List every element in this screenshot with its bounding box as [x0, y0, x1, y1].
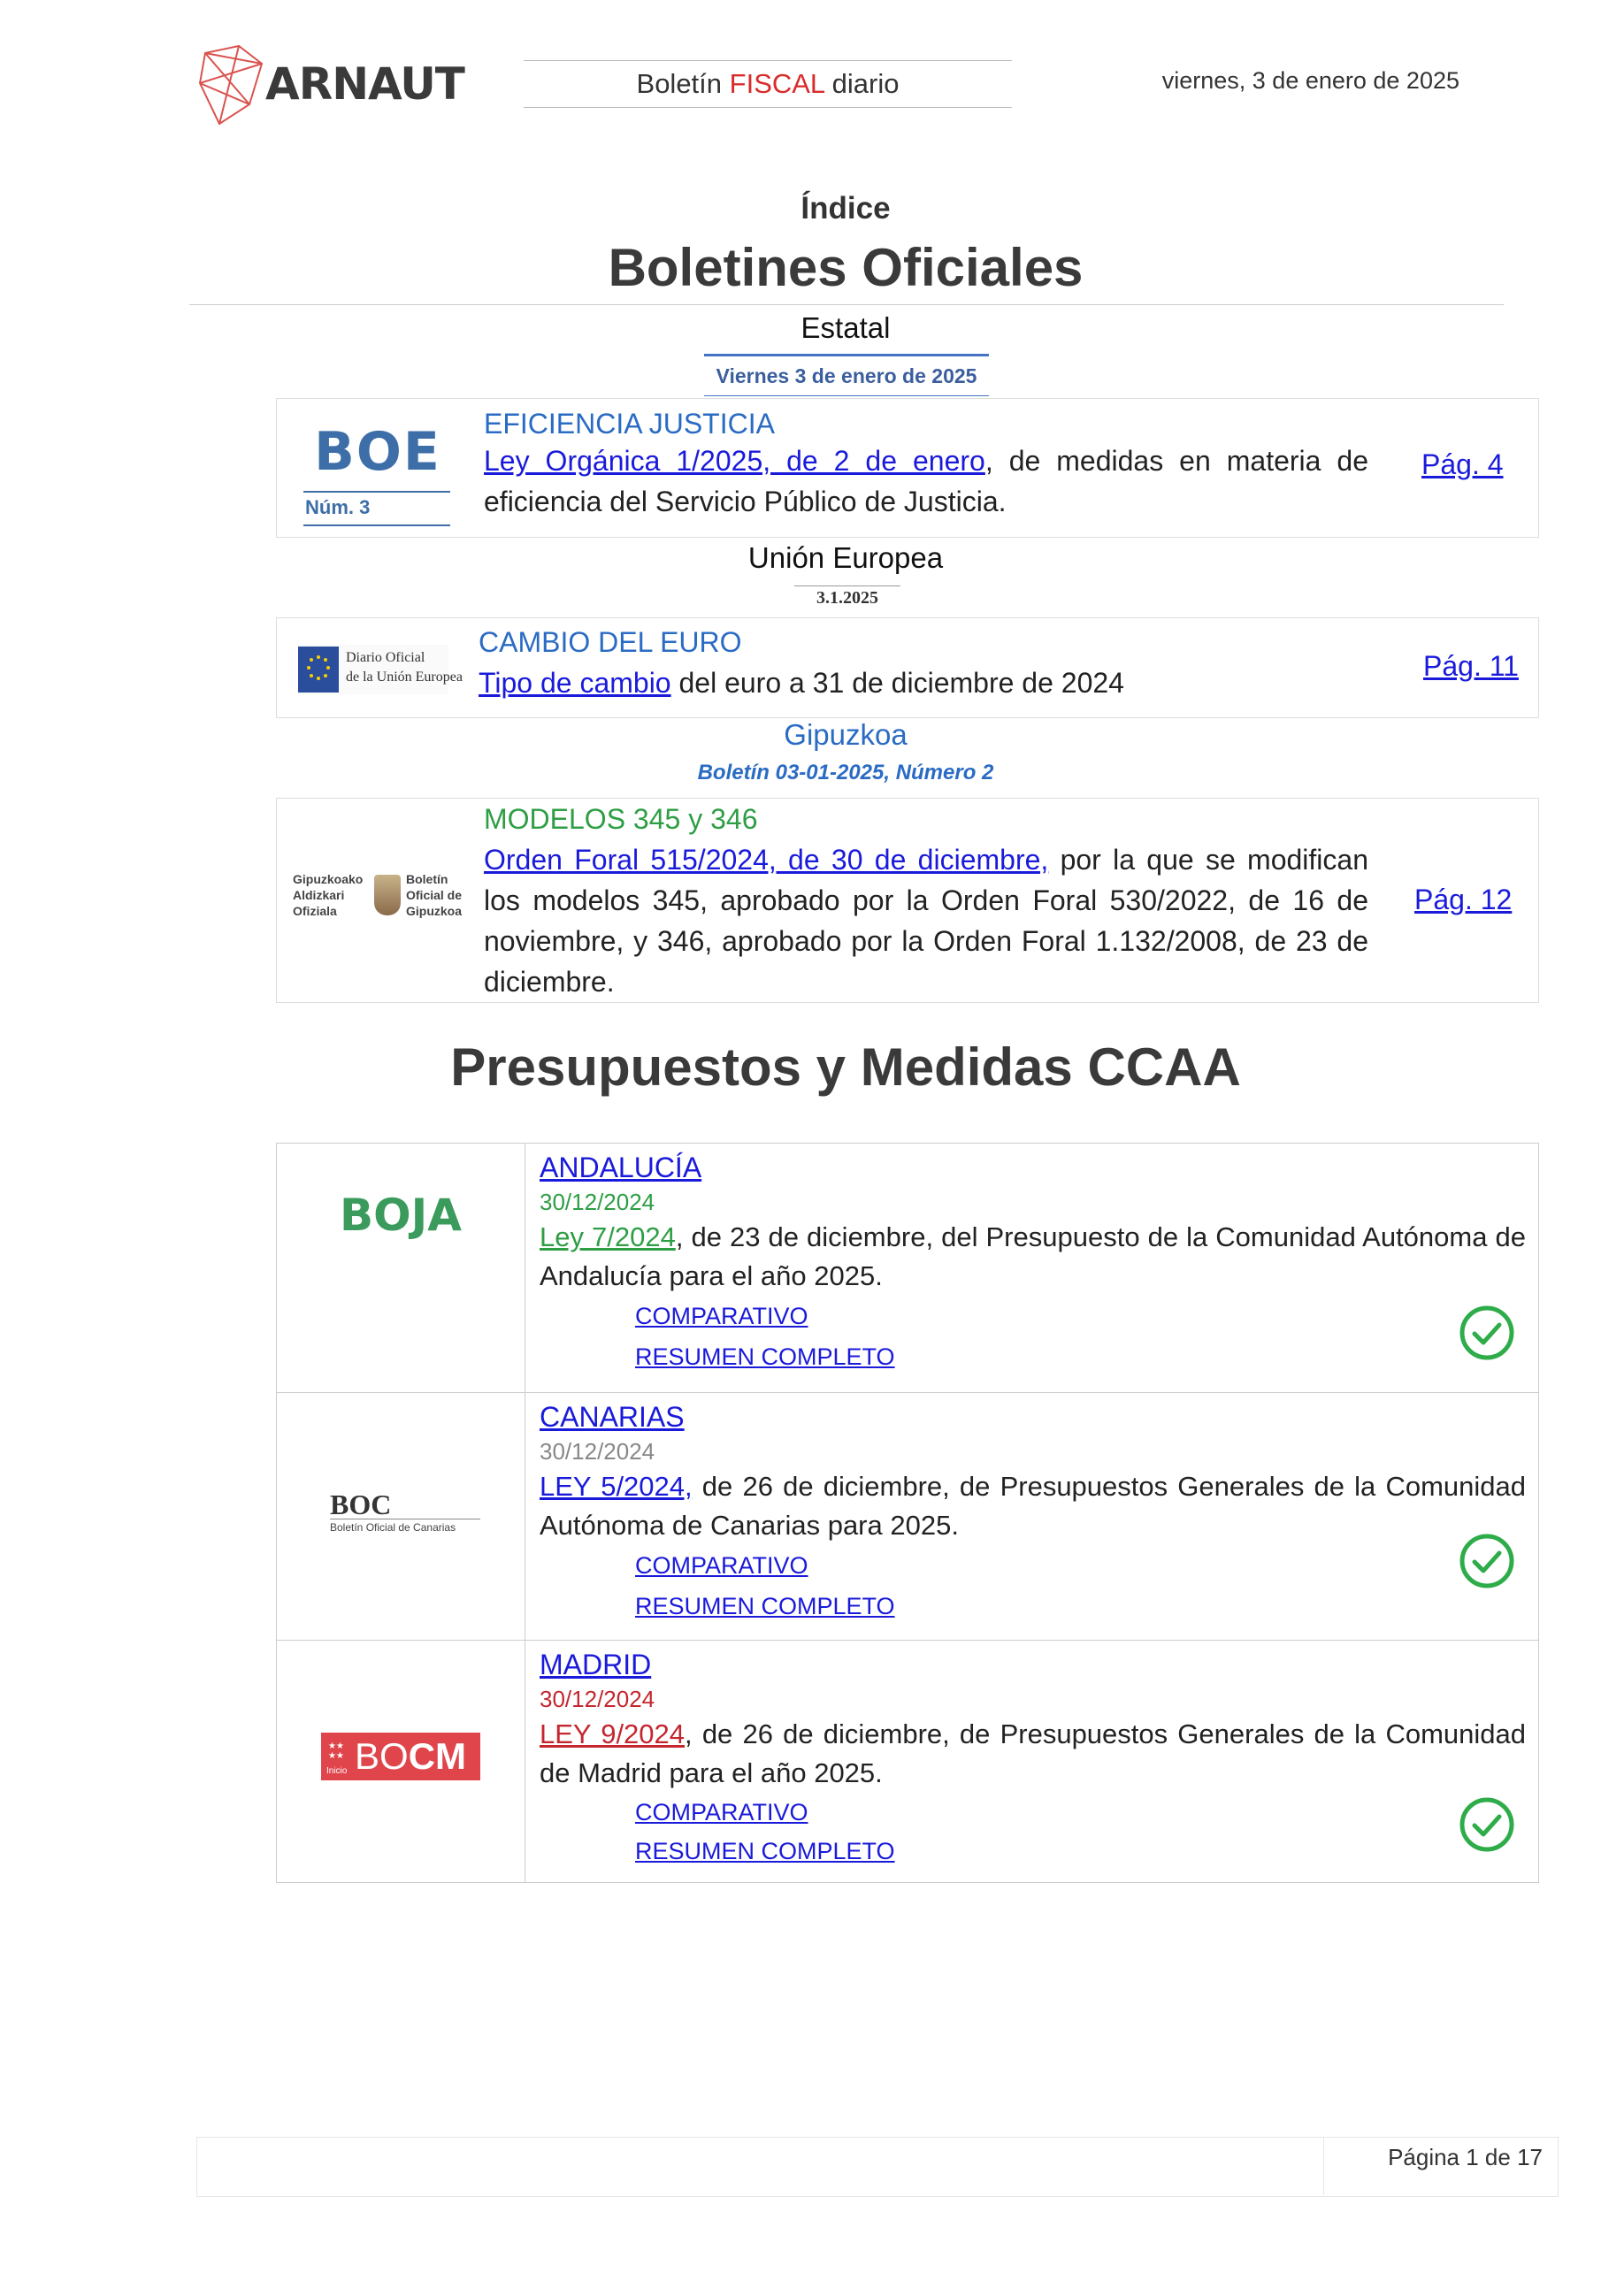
ue-entry-body	[479, 662, 1363, 703]
madrid-law-link[interactable]: LEY 9/2024	[540, 1718, 686, 1749]
canarias-law-link[interactable]: LEY 5/2024,	[540, 1471, 693, 1502]
region-canarias-link[interactable]: CANARIAS	[540, 1401, 685, 1433]
boe-entry	[276, 398, 1539, 538]
madrid-comparativo-link[interactable]: COMPARATIVO	[635, 1799, 808, 1825]
bulletin-title-prefix: Boletín	[636, 68, 730, 99]
ue-entry-title: CAMBIO DEL EURO	[479, 626, 742, 658]
doue-logo	[298, 645, 463, 694]
bog-left-2: Aldizkari	[293, 888, 345, 902]
ue-page-link[interactable]: Pág. 11	[1423, 650, 1519, 682]
boe-entry-text: , de medidas en materia de eficiencia del Servicio Público de Justicia.	[484, 445, 1369, 517]
bocm-inicio: Inicio	[326, 1766, 348, 1776]
boe-page-link[interactable]: Pág. 4	[1421, 448, 1504, 480]
region-andalucia-link[interactable]: ANDALUCÍA	[540, 1152, 702, 1183]
table-row-andalucia	[277, 1144, 1539, 1393]
canarias-comparativo-link[interactable]: COMPARATIVO	[635, 1552, 808, 1579]
bog-right-3: Gipuzkoa	[406, 904, 463, 918]
andalucia-date: 30/12/2024	[540, 1189, 655, 1215]
gipuzkoa-entry-title: MODELOS 345 y 346	[484, 803, 758, 835]
table-row-canarias	[277, 1393, 1539, 1641]
boja-logo-cell	[277, 1144, 525, 1393]
boja-logo: BOJA	[340, 1190, 462, 1241]
boe-entry-body	[484, 440, 1368, 522]
gipuzkoa-heading: Gipuzkoa	[784, 718, 908, 751]
canarias-resumen-link[interactable]: RESUMEN COMPLETO	[635, 1593, 895, 1619]
section-title-boletines: Boletines Oficiales	[608, 238, 1084, 297]
page-number: Página 1 de 17	[1388, 2144, 1543, 2170]
madrid-text: , de 26 de diciembre, de Presupuestos Generales de la Comunidad de Madrid para el año 2025.	[540, 1718, 1526, 1788]
andalucia-law-link[interactable]: Ley 7/2024	[540, 1221, 676, 1252]
section-title-presupuestos: Presupuestos y Medidas CCAA	[450, 1037, 1241, 1097]
gipuzkoa-entry-body	[484, 839, 1368, 1002]
bulletin-title-suffix: diario	[824, 68, 900, 99]
boe-date: Viernes 3 de enero de 2025	[704, 354, 989, 396]
gipuzkoa-entry	[276, 798, 1539, 1003]
bog-left-1: Gipuzkoako	[293, 872, 364, 886]
ue-date: 3.1.2025	[794, 585, 900, 608]
gipuzkoa-entry-text: por la que se modifican los modelos 345, aprobado por la Orden Foral 530/2022, de 16 de noviembre, y 346, aprobado por la Orden Foral 1.132/2008, de 23 de diciembre.	[484, 844, 1369, 998]
arnaut-logo-icon	[196, 42, 267, 127]
bog-right-2: Oficial de	[406, 888, 463, 902]
andalucia-comparativo-link[interactable]: COMPARATIVO	[635, 1303, 808, 1329]
ue-entry-text: del euro a 31 de diciembre de 2024	[670, 667, 1124, 699]
brand-name: ARNAUT	[265, 58, 464, 110]
canarias-date: 30/12/2024	[540, 1438, 655, 1465]
ue-heading: Unión Europea	[747, 541, 944, 574]
andalucia-resumen-link[interactable]: RESUMEN COMPLETO	[635, 1343, 895, 1370]
canarias-text: de 26 de diciembre, de Presupuestos Generales de la Comunidad Autónoma de Canarias para 2025.	[540, 1471, 1526, 1541]
boc-logo-cell	[277, 1393, 525, 1641]
andalucia-body	[540, 1218, 1526, 1296]
bog-right-1: Boletín	[406, 872, 448, 886]
check-circle-icon	[1459, 1533, 1515, 1589]
check-circle-icon	[1459, 1796, 1515, 1853]
boe-logo-text: BOE	[314, 421, 441, 483]
boc-logo-sub: Boletín Oficial de Canarias	[330, 1519, 480, 1534]
ue-entry	[276, 617, 1539, 718]
bocm-bo: BO	[355, 1735, 409, 1777]
ue-link[interactable]: Tipo de cambio	[479, 667, 671, 699]
bulletin-title	[524, 60, 1012, 108]
region-madrid-link[interactable]: MADRID	[540, 1649, 652, 1680]
bocm-logo	[321, 1733, 480, 1780]
bocm-logo-cell	[277, 1641, 525, 1883]
header-date: viernes, 3 de enero de 2025	[1161, 67, 1459, 94]
bulletin-title-highlight: FISCAL	[729, 68, 825, 99]
gipuzkoa-sub: Boletín 03-01-2025, Número 2	[697, 761, 994, 784]
madrid-resumen-link[interactable]: RESUMEN COMPLETO	[635, 1838, 895, 1864]
boe-entry-title: EFICIENCIA JUSTICIA	[484, 408, 775, 440]
eu-flag-icon	[298, 647, 339, 693]
gipuzkoa-page-link[interactable]: Pág. 12	[1414, 884, 1513, 915]
arnaut-logo	[196, 42, 462, 131]
bog-logo	[293, 869, 463, 931]
bog-shield-icon	[374, 875, 401, 915]
doue-logo-line1: Diario Oficial	[346, 650, 425, 665]
bocm-cm: CM	[408, 1735, 467, 1777]
bog-left-3: Ofiziala	[293, 904, 337, 918]
check-circle-icon	[1459, 1305, 1515, 1361]
madrid-body	[540, 1715, 1526, 1793]
divider	[189, 304, 1504, 305]
index-label: Índice	[801, 191, 891, 226]
orden-foral-link[interactable]: Orden Foral 515/2024, de 30 de diciembre,	[484, 844, 1049, 876]
boe-logo	[303, 420, 452, 524]
doue-logo-line2: de la Unión Europea	[346, 670, 463, 685]
canarias-body	[540, 1467, 1526, 1545]
ccaa-table	[276, 1143, 1539, 1883]
boc-logo	[330, 1490, 480, 1534]
estatal-heading: Estatal	[801, 311, 891, 344]
andalucia-text: , de 23 de diciembre, del Presupuesto de la Comunidad Autónoma de Andalucía para el año 2025.	[540, 1221, 1526, 1291]
madrid-date: 30/12/2024	[540, 1686, 655, 1712]
table-row-madrid	[277, 1641, 1539, 1883]
footer-divider	[1323, 2137, 1324, 2195]
boe-law-link[interactable]: Ley Orgánica 1/2025, de 2 de enero	[484, 445, 985, 477]
boe-number: Núm. 3	[305, 496, 371, 518]
boc-logo-text: BOC	[330, 1489, 392, 1520]
bocm-stars-icon: ★★ ★★	[328, 1741, 344, 1761]
